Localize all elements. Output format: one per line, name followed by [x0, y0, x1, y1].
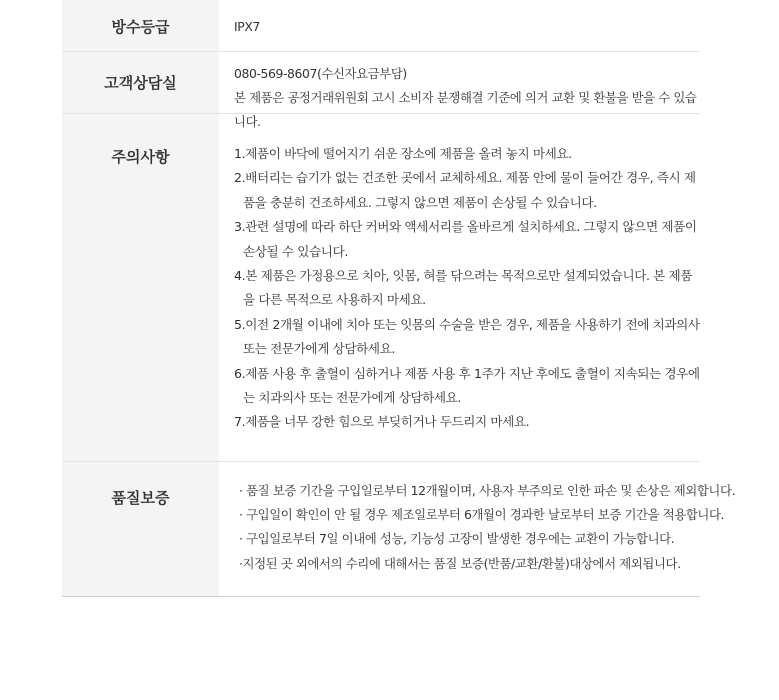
- row-waterproof: [62, 0, 700, 51]
- warranty-item: ·지정된 곳 외에서의 수리에 대해서는 품질 보증(반품/교환/환불)대상에서 제외됩니다.: [239, 555, 681, 571]
- precaution-item: 5.이전 2개월 이내에 치아 또는 잇몸의 수술을 받은 경우, 제품을 사용하기 전에 치과의사 또는 전문가에게 상담하세요.: [234, 316, 700, 357]
- row-customer-center: [62, 51, 700, 129]
- precaution-item: 7.제품을 너무 강한 힘으로 부딪히거나 두드리지 마세요.: [234, 414, 530, 430]
- customer-center-phone: 080-569-8607(수신자요금부담): [234, 66, 407, 81]
- customer-center-content: [219, 52, 700, 129]
- warranty-item: · 구입일로부터 7일 이내에 성능, 기능성 고장이 발생한 경우에는 교환이 가능합니다.: [239, 531, 675, 547]
- precaution-item: 1.제품이 바닥에 떨어지기 쉬운 장소에 제품을 올려 놓지 마세요.: [234, 146, 572, 161]
- product-info-table: [62, 0, 736, 597]
- warranty-content: [219, 462, 735, 596]
- customer-center-notice: 본 제품은 공정거래위원회 고시 소비자 분쟁해결 기준에 의거 교환 및 환불을 받을 수 있습니다.: [234, 90, 697, 129]
- warranty-item: · 구입일이 확인이 안 될 경우 제조일로부터 6개월이 경과한 날로부터 보증 기간을 적용합니다.: [239, 507, 725, 523]
- waterproof-value: IPX7: [234, 19, 260, 34]
- precaution-item: 2.배터리는 습기가 없는 건조한 곳에서 교체하세요. 제품 안에 물이 들어간 경우, 즉시 제품을 충분히 건조하세요. 그렇지 않으면 제품이 손상될 수 있습니다.: [234, 170, 696, 210]
- waterproof-label: 방수등급: [62, 0, 219, 51]
- precautions-content: [219, 114, 700, 461]
- customer-center-label: 고객상담실: [62, 52, 219, 113]
- precaution-item: 4.본 제품은 가정용으로 치아, 잇몸, 혀를 닦으려는 목적으로만 설계되었습니다. 본 제품을 다른 목적으로 사용하지 마세요.: [234, 268, 693, 308]
- precaution-item: 3.관련 설명에 따라 하단 커버와 액세서리를 올바르게 설치하세요. 그렇지 않으면 제품이 손상될 수 있습니다.: [234, 219, 697, 259]
- precaution-item: 6.제품 사용 후 출혈이 심하거나 제품 사용 후 1주가 지난 후에도 출혈이 지속되는 경우에는 치과의사 또는 전문가에게 상담하세요.: [234, 365, 700, 406]
- row-precautions: [62, 113, 700, 461]
- row-warranty: [62, 461, 736, 596]
- warranty-item: · 품질 보증 기간을 구입일로부터 12개월이며, 사용자 부주의로 인한 파손 및 손상은 제외합니다.: [239, 483, 736, 498]
- precautions-label: 주의사항: [62, 114, 219, 461]
- warranty-label: 품질보증: [62, 462, 219, 596]
